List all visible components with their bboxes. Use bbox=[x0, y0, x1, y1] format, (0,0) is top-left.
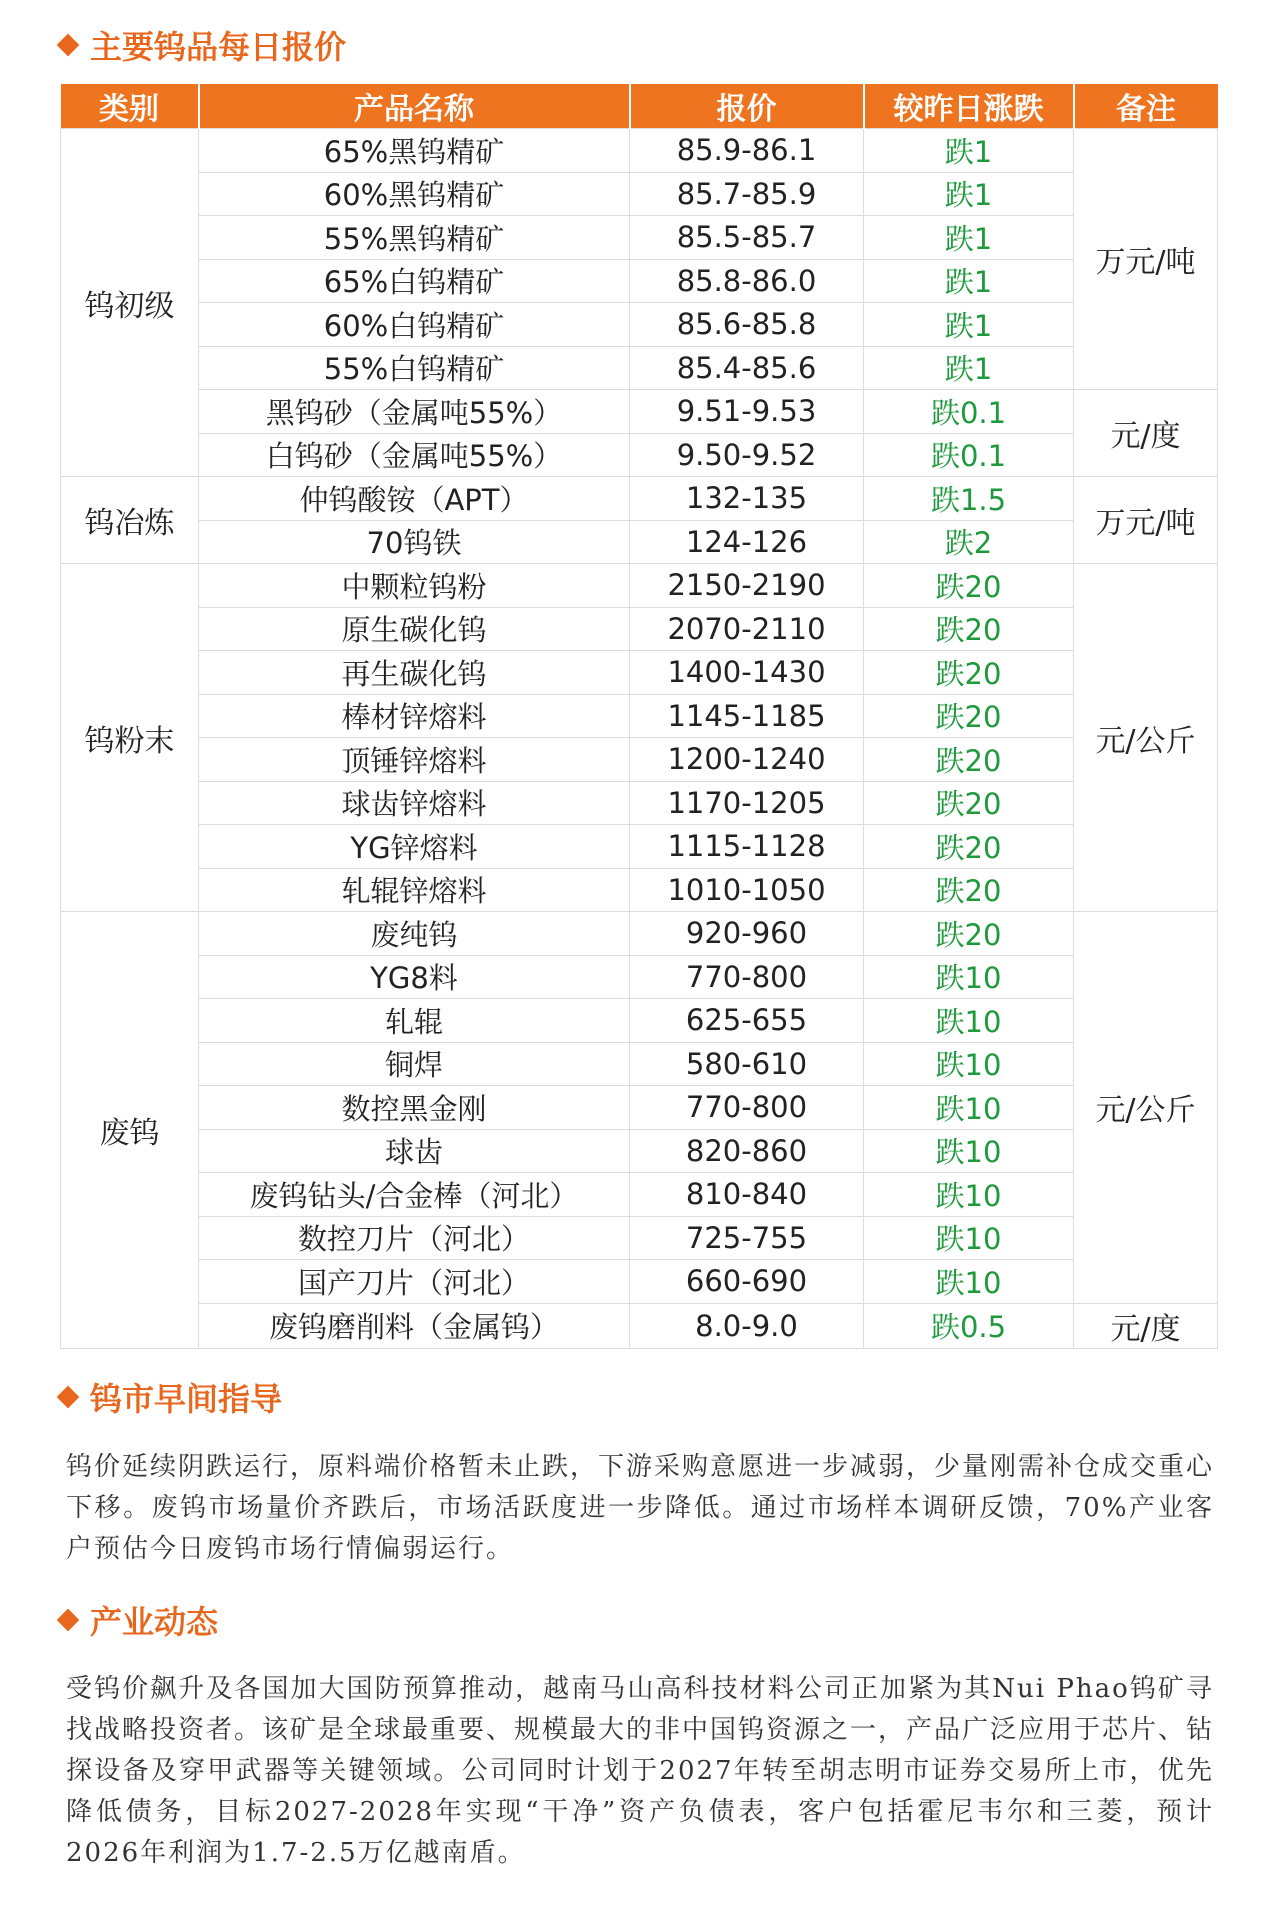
price-cell: 770-800 bbox=[630, 955, 864, 999]
product-name-cell: 白钨砂（金属吨55%） bbox=[199, 433, 630, 477]
table-row bbox=[61, 1303, 1218, 1348]
change-cell: 跌1.5 bbox=[864, 477, 1074, 521]
table-row bbox=[61, 129, 1218, 173]
table-row bbox=[61, 781, 1218, 825]
table-row bbox=[61, 651, 1218, 695]
price-cell: 1170-1205 bbox=[630, 781, 864, 825]
change-cell: 跌1 bbox=[864, 303, 1074, 347]
note-cell: 元/公斤 bbox=[1074, 912, 1218, 1304]
price-cell: 9.50-9.52 bbox=[630, 433, 864, 477]
table-header-row bbox=[61, 84, 1218, 129]
product-name-cell: 65%白钨精矿 bbox=[199, 259, 630, 303]
note-cell: 元/公斤 bbox=[1074, 564, 1218, 912]
product-name-cell: 棒材锌熔料 bbox=[199, 694, 630, 738]
price-cell: 580-610 bbox=[630, 1042, 864, 1086]
change-cell: 跌1 bbox=[864, 216, 1074, 260]
diamond-bullet-icon bbox=[57, 34, 80, 57]
product-name-cell: 顶锤锌熔料 bbox=[199, 738, 630, 782]
table-row bbox=[61, 520, 1218, 564]
price-cell: 1145-1185 bbox=[630, 694, 864, 738]
table-row bbox=[61, 825, 1218, 869]
price-cell: 820-860 bbox=[630, 1129, 864, 1173]
change-cell: 跌20 bbox=[864, 564, 1074, 608]
header-change: 较昨日涨跌 bbox=[864, 84, 1074, 129]
product-name-cell: 废钨钻头/合金棒（河北） bbox=[199, 1173, 630, 1217]
table-row bbox=[61, 694, 1218, 738]
price-cell: 9.51-9.53 bbox=[630, 390, 864, 434]
product-name-cell: 仲钨酸铵（APT） bbox=[199, 477, 630, 521]
header-category: 类别 bbox=[61, 84, 199, 129]
product-name-cell: 60%黑钨精矿 bbox=[199, 172, 630, 216]
product-name-cell: 废纯钨 bbox=[199, 912, 630, 956]
product-name-cell: 中颗粒钨粉 bbox=[199, 564, 630, 608]
table-row bbox=[61, 477, 1218, 521]
price-cell: 770-800 bbox=[630, 1086, 864, 1130]
category-cell: 钨冶炼 bbox=[61, 477, 199, 564]
table-row bbox=[61, 1260, 1218, 1304]
price-cell: 2150-2190 bbox=[630, 564, 864, 608]
category-cell: 钨粉末 bbox=[61, 564, 199, 912]
table-row bbox=[61, 390, 1218, 434]
price-cell: 85.9-86.1 bbox=[630, 129, 864, 173]
price-section-title-text: 主要钨品每日报价 bbox=[90, 28, 347, 66]
price-cell: 85.5-85.7 bbox=[630, 216, 864, 260]
table-row bbox=[61, 912, 1218, 956]
price-cell: 1200-1240 bbox=[630, 738, 864, 782]
change-cell: 跌10 bbox=[864, 1086, 1074, 1130]
product-name-cell: 轧辊 bbox=[199, 999, 630, 1043]
product-name-cell: 球齿 bbox=[199, 1129, 630, 1173]
change-cell: 跌10 bbox=[864, 955, 1074, 999]
table-row bbox=[61, 738, 1218, 782]
product-name-cell: 球齿锌熔料 bbox=[199, 781, 630, 825]
table-row bbox=[61, 216, 1218, 260]
change-cell: 跌0.1 bbox=[864, 433, 1074, 477]
table-row bbox=[61, 1216, 1218, 1260]
header-product-name: 产品名称 bbox=[199, 84, 630, 129]
news-paragraph: 受钨价飙升及各国加大国防预算推动，越南马山高科技材料公司正加紧为其Nui Phao钨矿寻找战略投资者。该矿是全球最重要、规模最大的非中国钨资源之一，产品广泛应用于芯片、钻探设备及穿甲武器等关键领域。公司同时计划于2027年转至胡志明市证券交易所上市，优先降低债务，目标2027-2028年实现“干净”资产负债表，客户包括霍尼韦尔和三菱，预计2026年利润为1.7-2.5万亿越南盾。 bbox=[66, 1674, 1215, 1868]
price-cell: 1400-1430 bbox=[630, 651, 864, 695]
price-cell: 625-655 bbox=[630, 999, 864, 1043]
change-cell: 跌1 bbox=[864, 259, 1074, 303]
change-cell: 跌20 bbox=[864, 607, 1074, 651]
change-cell: 跌20 bbox=[864, 738, 1074, 782]
change-cell: 跌1 bbox=[864, 172, 1074, 216]
change-cell: 跌20 bbox=[864, 825, 1074, 869]
product-name-cell: 原生碳化钨 bbox=[199, 607, 630, 651]
change-cell: 跌2 bbox=[864, 520, 1074, 564]
price-cell: 1010-1050 bbox=[630, 868, 864, 912]
price-cell: 660-690 bbox=[630, 1260, 864, 1304]
change-cell: 跌20 bbox=[864, 694, 1074, 738]
price-cell: 8.0-9.0 bbox=[630, 1303, 864, 1348]
change-cell: 跌10 bbox=[864, 1173, 1074, 1217]
table-row bbox=[61, 564, 1218, 608]
header-price: 报价 bbox=[630, 84, 864, 129]
diamond-bullet-icon bbox=[57, 1386, 80, 1409]
product-name-cell: 数控黑金刚 bbox=[199, 1086, 630, 1130]
guide-section-title bbox=[60, 1374, 282, 1420]
table-row bbox=[61, 1086, 1218, 1130]
price-cell: 132-135 bbox=[630, 477, 864, 521]
price-cell: 85.6-85.8 bbox=[630, 303, 864, 347]
table-row bbox=[61, 172, 1218, 216]
product-name-cell: 60%白钨精矿 bbox=[199, 303, 630, 347]
table-row bbox=[61, 303, 1218, 347]
change-cell: 跌10 bbox=[864, 1042, 1074, 1086]
header-note: 备注 bbox=[1074, 84, 1218, 129]
table-row bbox=[61, 1173, 1218, 1217]
change-cell: 跌1 bbox=[864, 129, 1074, 173]
product-name-cell: 70钨铁 bbox=[199, 520, 630, 564]
table-row bbox=[61, 346, 1218, 390]
product-name-cell: 55%黑钨精矿 bbox=[199, 216, 630, 260]
change-cell: 跌20 bbox=[864, 868, 1074, 912]
price-cell: 920-960 bbox=[630, 912, 864, 956]
note-cell: 元/度 bbox=[1074, 1303, 1218, 1348]
guide-section-title-text: 钨市早间指导 bbox=[90, 1380, 283, 1418]
table-row bbox=[61, 1129, 1218, 1173]
price-cell: 85.8-86.0 bbox=[630, 259, 864, 303]
price-table bbox=[60, 84, 1218, 1349]
table-row bbox=[61, 999, 1218, 1043]
product-name-cell: 铜焊 bbox=[199, 1042, 630, 1086]
price-cell: 810-840 bbox=[630, 1173, 864, 1217]
diamond-bullet-icon bbox=[57, 1609, 80, 1632]
product-name-cell: 轧辊锌熔料 bbox=[199, 868, 630, 912]
change-cell: 跌10 bbox=[864, 1260, 1074, 1304]
price-cell: 85.4-85.6 bbox=[630, 346, 864, 390]
table-row bbox=[61, 1042, 1218, 1086]
note-cell: 万元/吨 bbox=[1074, 129, 1218, 390]
price-cell: 124-126 bbox=[630, 520, 864, 564]
change-cell: 跌20 bbox=[864, 651, 1074, 695]
price-table-body bbox=[61, 129, 1218, 1349]
change-cell: 跌20 bbox=[864, 781, 1074, 825]
table-row bbox=[61, 955, 1218, 999]
price-cell: 725-755 bbox=[630, 1216, 864, 1260]
change-cell: 跌10 bbox=[864, 999, 1074, 1043]
change-cell: 跌0.5 bbox=[864, 1303, 1074, 1348]
price-section-title bbox=[60, 22, 346, 68]
product-name-cell: 55%白钨精矿 bbox=[199, 346, 630, 390]
product-name-cell: 黑钨砂（金属吨55%） bbox=[199, 390, 630, 434]
note-cell: 元/度 bbox=[1074, 390, 1218, 477]
table-row bbox=[61, 259, 1218, 303]
table-row bbox=[61, 433, 1218, 477]
change-cell: 跌1 bbox=[864, 346, 1074, 390]
price-cell: 85.7-85.9 bbox=[630, 172, 864, 216]
price-cell: 1115-1128 bbox=[630, 825, 864, 869]
guide-paragraph: 钨价延续阴跌运行，原料端价格暂未止跌，下游采购意愿进一步减弱，少量刚需补仓成交重心下移。废钨市场量价齐跌后，市场活跃度进一步降低。通过市场样本调研反馈，70%产业客户预估今日废钨市场行情偏弱运行。 bbox=[66, 1452, 1215, 1564]
note-cell: 万元/吨 bbox=[1074, 477, 1218, 564]
table-row bbox=[61, 868, 1218, 912]
category-cell: 钨初级 bbox=[61, 129, 199, 477]
change-cell: 跌10 bbox=[864, 1129, 1074, 1173]
product-name-cell: 再生碳化钨 bbox=[199, 651, 630, 695]
news-section-title bbox=[60, 1597, 218, 1643]
product-name-cell: 数控刀片（河北） bbox=[199, 1216, 630, 1260]
category-cell: 废钨 bbox=[61, 912, 199, 1349]
price-cell: 2070-2110 bbox=[630, 607, 864, 651]
news-section-title-text: 产业动态 bbox=[90, 1603, 219, 1641]
product-name-cell: 废钨磨削料（金属钨） bbox=[199, 1303, 630, 1348]
change-cell: 跌20 bbox=[864, 912, 1074, 956]
product-name-cell: 国产刀片（河北） bbox=[199, 1260, 630, 1304]
product-name-cell: YG锌熔料 bbox=[199, 825, 630, 869]
change-cell: 跌10 bbox=[864, 1216, 1074, 1260]
table-row bbox=[61, 607, 1218, 651]
product-name-cell: 65%黑钨精矿 bbox=[199, 129, 630, 173]
change-cell: 跌0.1 bbox=[864, 390, 1074, 434]
product-name-cell: YG8料 bbox=[199, 955, 630, 999]
